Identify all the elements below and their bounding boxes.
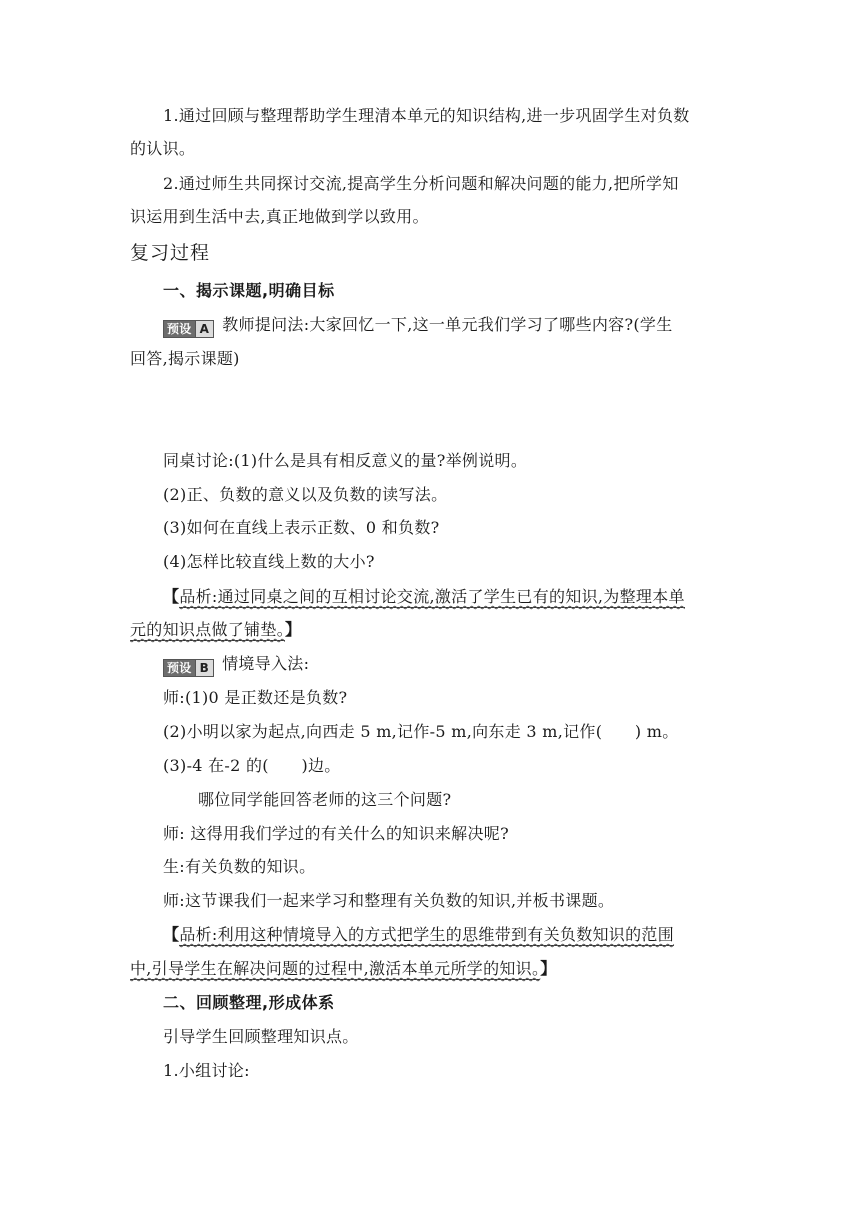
analysis-b-open-bracket: 【: [163, 925, 180, 944]
preset-b-badge-label: 预设: [164, 660, 195, 676]
preset-a-text: 教师提问法:大家回忆一下,这一单元我们学习了哪些内容?(学生: [222, 315, 673, 334]
preset-a-line-1: [163, 314, 673, 338]
section-2-intro: 引导学生回顾整理知识点。: [163, 1027, 359, 1046]
preset-b-badge-letter: B: [195, 660, 213, 676]
objective-2-line-2: 识运用到生活中去,真正地做到学以致用。: [130, 207, 429, 226]
analysis-a-close-bracket: 】: [285, 620, 302, 639]
discussion-line-4: (4)怎样比较直线上数的大小?: [163, 552, 375, 571]
analysis-b-close-bracket: 】: [540, 959, 557, 978]
analysis-a-line-2: [130, 619, 301, 641]
objective-1-line-2: 的认识。: [130, 139, 196, 158]
preset-a-line-2: 回答,揭示课题): [130, 349, 240, 368]
dialogue-line-3: (3)-4 在-2 的( )边。: [163, 756, 341, 775]
dialogue-line-6: 生:有关负数的知识。: [163, 857, 316, 876]
analysis-a-open-bracket: 【: [163, 587, 180, 606]
section-2-title: 二、回顾整理,形成体系: [163, 993, 335, 1012]
analysis-a-text-1: 品析:通过同桌之间的互相讨论交流,激活了学生已有的知识,为整理本单: [179, 587, 685, 606]
analysis-a-text-2: 元的知识点做了铺垫。: [130, 620, 286, 639]
discussion-line-2: (2)正、负数的意义以及负数的读写法。: [163, 485, 448, 504]
dialogue-line-5: 师: 这得用我们学过的有关什么的知识来解决呢?: [163, 824, 509, 843]
analysis-b-text-2: 中,引导学生在解决问题的过程中,激活本单元所学的知识。: [130, 959, 541, 978]
section-1-title: 一、揭示课题,明确目标: [163, 281, 335, 300]
dialogue-line-7: 师:这节课我们一起来学习和整理有关负数的知识,并板书课题。: [163, 891, 615, 910]
preset-a-badge-letter: A: [195, 321, 214, 337]
preset-b-line: [163, 653, 309, 677]
analysis-b-line-2: [130, 958, 557, 980]
analysis-b-line-1: [163, 924, 674, 946]
analysis-a-line-1: [163, 586, 685, 608]
dialogue-line-4: 哪位同学能回答老师的这三个问题?: [198, 790, 452, 809]
discussion-line-1: 同桌讨论:(1)什么是具有相反意义的量?举例说明。: [163, 451, 528, 470]
analysis-b-text-1: 品析:利用这种情境导入的方式把学生的思维带到有关负数知识的范围: [179, 925, 675, 944]
preset-a-badge-label: 预设: [164, 321, 195, 337]
preset-b-title: 情境导入法:: [222, 654, 310, 673]
dialogue-line-2: (2)小明以家为起点,向西走 5 m,记作-5 m,向东走 3 m,记作( ) m。: [163, 722, 679, 741]
objective-1-line-1: 1.通过回顾与整理帮助学生理清本单元的知识结构,进一步巩固学生对负数: [163, 106, 690, 125]
discussion-line-3: (3)如何在直线上表示正数、0 和负数?: [163, 518, 440, 537]
preset-a-badge: [163, 320, 214, 338]
process-heading: 复习过程: [130, 242, 211, 264]
dialogue-line-1: 师:(1)0 是正数还是负数?: [163, 688, 348, 707]
preset-b-badge: [163, 659, 214, 677]
objective-2-line-1: 2.通过师生共同探讨交流,提高学生分析问题和解决问题的能力,把所学知: [163, 174, 679, 193]
section-2-item-1: 1.小组讨论:: [163, 1061, 250, 1080]
